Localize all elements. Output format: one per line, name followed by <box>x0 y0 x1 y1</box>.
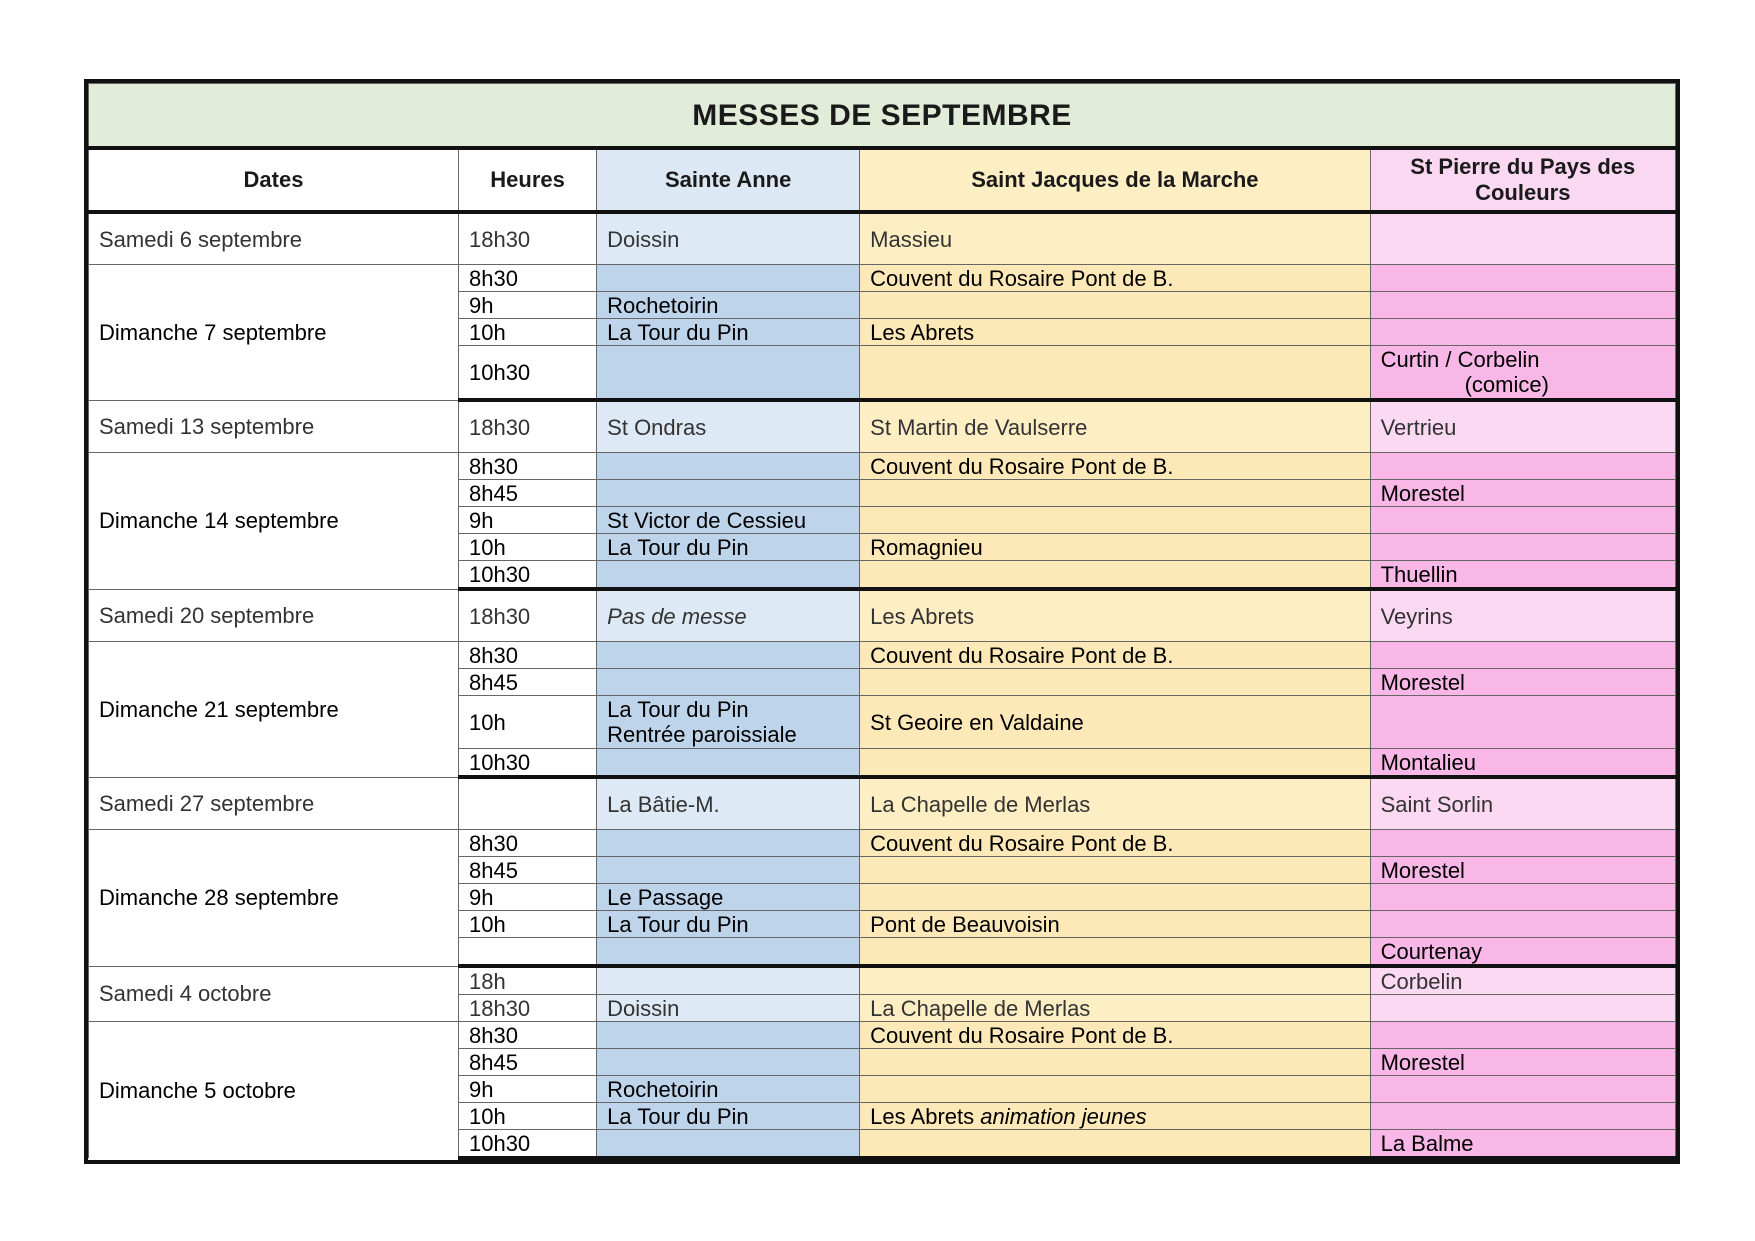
sainte-anne-cell <box>597 696 860 749</box>
sainte-anne-cell <box>597 669 860 696</box>
schedule-row <box>89 212 1676 265</box>
saint-jacques-cell <box>860 749 1370 778</box>
st-pierre-cell <box>1370 453 1675 480</box>
hour-cell: 9h <box>458 884 596 911</box>
sainte-anne-cell <box>597 642 860 669</box>
hour-cell: 10h <box>458 534 596 561</box>
saint-jacques-cell <box>860 1130 1370 1159</box>
saint-jacques-cell <box>860 1076 1370 1103</box>
st-pierre-text: Morestel <box>1380 1049 1465 1075</box>
saint-jacques-text: St Geoire en Valdaine <box>870 709 1084 735</box>
st-pierre-cell <box>1370 938 1675 967</box>
st-pierre-cell <box>1370 346 1675 401</box>
saint-jacques-cell <box>860 1103 1370 1130</box>
hour-cell: 18h30 <box>458 212 596 265</box>
saint-jacques-cell <box>860 1022 1370 1049</box>
saint-jacques-cell <box>860 857 1370 884</box>
sainte-anne-text: St Victor de Cessieu <box>607 507 807 533</box>
saint-jacques-text: Couvent du Rosaire Pont de B. <box>870 265 1174 291</box>
hour-cell: 8h45 <box>458 857 596 884</box>
sainte-anne-cell <box>597 589 860 642</box>
st-pierre-text: Curtin / Corbelin <box>1380 347 1540 372</box>
st-pierre-text: Veyrins <box>1380 603 1453 629</box>
st-pierre-cell <box>1370 995 1675 1022</box>
saint-jacques-text: Couvent du Rosaire Pont de B. <box>870 1022 1174 1048</box>
hour-cell: 8h30 <box>458 1022 596 1049</box>
saint-jacques-cell <box>860 911 1370 938</box>
saint-jacques-cell <box>860 212 1370 265</box>
hour-cell: 18h30 <box>458 400 596 453</box>
saint-jacques-cell <box>860 400 1370 453</box>
st-pierre-cell <box>1370 777 1675 830</box>
schedule-title: MESSES DE SEPTEMBRE <box>89 84 1676 149</box>
saint-jacques-text: La Chapelle de Merlas <box>870 995 1091 1021</box>
st-pierre-cell <box>1370 265 1675 292</box>
date-cell: Dimanche 28 septembre <box>89 830 459 967</box>
mass-schedule-table <box>88 83 1676 1160</box>
st-pierre-cell <box>1370 911 1675 938</box>
hour-cell: 10h <box>458 319 596 346</box>
saint-jacques-cell <box>860 346 1370 401</box>
saint-jacques-cell <box>860 966 1370 995</box>
saint-jacques-cell <box>860 938 1370 967</box>
st-pierre-note: (comice) <box>1464 372 1549 397</box>
hour-cell: 10h30 <box>458 749 596 778</box>
sainte-anne-text: Doissin <box>607 995 680 1021</box>
hour-cell: 18h30 <box>458 995 596 1022</box>
saint-jacques-cell <box>860 696 1370 749</box>
schedule-row <box>89 777 1676 830</box>
st-pierre-cell <box>1370 830 1675 857</box>
st-pierre-text: Corbelin <box>1380 968 1463 994</box>
sainte-anne-cell <box>597 346 860 401</box>
saint-jacques-cell <box>860 292 1370 319</box>
hour-cell: 18h <box>458 966 596 995</box>
schedule-row <box>89 453 1676 480</box>
st-pierre-cell <box>1370 1022 1675 1049</box>
saint-jacques-cell <box>860 642 1370 669</box>
sainte-anne-cell <box>597 480 860 507</box>
sainte-anne-cell <box>597 966 860 995</box>
col-header-dates: Dates <box>89 148 459 212</box>
saint-jacques-text: Massieu <box>870 226 953 252</box>
sainte-anne-text: La Tour du Pin <box>607 319 749 345</box>
saint-jacques-text: Les Abrets <box>870 319 975 345</box>
schedule-body <box>89 212 1676 1158</box>
saint-jacques-text: Les Abrets <box>870 1103 975 1129</box>
hour-cell: 8h45 <box>458 669 596 696</box>
saint-jacques-cell <box>860 480 1370 507</box>
st-pierre-text: Courtenay <box>1380 938 1483 964</box>
st-pierre-cell <box>1370 696 1675 749</box>
st-pierre-cell <box>1370 642 1675 669</box>
sainte-anne-text: La Bâtie-M. <box>607 791 720 817</box>
hour-cell: 9h <box>458 507 596 534</box>
saint-jacques-text: Les Abrets <box>870 603 975 629</box>
schedule-row <box>89 589 1676 642</box>
hour-cell: 9h <box>458 1076 596 1103</box>
st-pierre-cell <box>1370 1049 1675 1076</box>
saint-jacques-text: Couvent du Rosaire Pont de B. <box>870 453 1174 479</box>
sainte-anne-cell <box>597 1076 860 1103</box>
st-pierre-cell <box>1370 507 1675 534</box>
date-cell: Samedi 13 septembre <box>89 400 459 453</box>
date-cell: Samedi 6 septembre <box>89 212 459 265</box>
hour-cell: 10h <box>458 696 596 749</box>
hour-cell: 8h30 <box>458 830 596 857</box>
st-pierre-cell <box>1370 884 1675 911</box>
st-pierre-text: Montalieu <box>1380 749 1476 775</box>
st-pierre-cell <box>1370 749 1675 778</box>
hour-cell: 10h30 <box>458 1130 596 1159</box>
hour-cell: 9h <box>458 292 596 319</box>
schedule-row <box>89 265 1676 292</box>
hour-cell: 10h30 <box>458 346 596 401</box>
mass-schedule-sheet <box>84 79 1680 1164</box>
sainte-anne-text: Doissin <box>607 226 680 252</box>
schedule-row <box>89 642 1676 669</box>
sainte-anne-cell <box>597 453 860 480</box>
hour-cell: 8h30 <box>458 265 596 292</box>
st-pierre-text: Morestel <box>1380 480 1465 506</box>
saint-jacques-cell <box>860 884 1370 911</box>
sainte-anne-cell <box>597 507 860 534</box>
saint-jacques-text: Romagnieu <box>870 534 983 560</box>
schedule-row <box>89 966 1676 995</box>
st-pierre-cell <box>1370 292 1675 319</box>
hour-cell: 10h <box>458 1103 596 1130</box>
date-cell: Samedi 4 octobre <box>89 966 459 1022</box>
hour-cell: 10h <box>458 911 596 938</box>
sainte-anne-text: Pas de messe <box>607 603 747 629</box>
sainte-anne-cell <box>597 830 860 857</box>
hour-cell: 10h30 <box>458 561 596 590</box>
saint-jacques-cell <box>860 669 1370 696</box>
col-header-heures: Heures <box>458 148 596 212</box>
st-pierre-text: Morestel <box>1380 857 1465 883</box>
hour-cell: 8h30 <box>458 453 596 480</box>
st-pierre-cell <box>1370 561 1675 590</box>
hour-cell <box>458 938 596 967</box>
sainte-anne-text: La Tour du Pin <box>607 1103 749 1129</box>
sainte-anne-text: La Tour du Pin <box>607 911 749 937</box>
st-pierre-cell <box>1370 669 1675 696</box>
saint-jacques-text: Couvent du Rosaire Pont de B. <box>870 830 1174 856</box>
hour-cell <box>458 777 596 830</box>
saint-jacques-cell <box>860 561 1370 590</box>
saint-jacques-cell <box>860 830 1370 857</box>
st-pierre-text: Thuellin <box>1380 561 1458 587</box>
sainte-anne-cell <box>597 292 860 319</box>
saint-jacques-cell <box>860 589 1370 642</box>
sainte-anne-text: St Ondras <box>607 414 707 440</box>
saint-jacques-cell <box>860 1049 1370 1076</box>
sainte-anne-cell <box>597 777 860 830</box>
saint-jacques-cell <box>860 507 1370 534</box>
sainte-anne-text: La Tour du Pin <box>607 534 749 560</box>
sainte-anne-text: Rochetoirin <box>607 1076 719 1102</box>
date-cell: Dimanche 7 septembre <box>89 265 459 401</box>
saint-jacques-cell <box>860 319 1370 346</box>
st-pierre-cell <box>1370 1103 1675 1130</box>
sainte-anne-text: Le Passage <box>607 884 724 910</box>
saint-jacques-text: La Chapelle de Merlas <box>870 791 1091 817</box>
saint-jacques-text: Couvent du Rosaire Pont de B. <box>870 642 1174 668</box>
st-pierre-text: Morestel <box>1380 669 1465 695</box>
st-pierre-cell <box>1370 589 1675 642</box>
sainte-anne-cell <box>597 265 860 292</box>
schedule-row <box>89 400 1676 453</box>
saint-jacques-text: St Martin de Vaulserre <box>870 414 1088 440</box>
st-pierre-cell <box>1370 1076 1675 1103</box>
st-pierre-cell <box>1370 480 1675 507</box>
sainte-anne-cell <box>597 1103 860 1130</box>
date-cell: Samedi 27 septembre <box>89 777 459 830</box>
st-pierre-cell <box>1370 966 1675 995</box>
sainte-anne-cell <box>597 1022 860 1049</box>
st-pierre-cell <box>1370 1130 1675 1159</box>
st-pierre-text: La Balme <box>1380 1130 1474 1156</box>
sainte-anne-cell <box>597 561 860 590</box>
sainte-anne-cell <box>597 884 860 911</box>
sainte-anne-note: Rentrée paroissiale <box>607 722 797 747</box>
sainte-anne-cell <box>597 1130 860 1159</box>
st-pierre-cell <box>1370 857 1675 884</box>
sainte-anne-cell <box>597 911 860 938</box>
sainte-anne-cell <box>597 749 860 778</box>
sainte-anne-cell <box>597 938 860 967</box>
sainte-anne-cell <box>597 400 860 453</box>
hour-cell: 18h30 <box>458 589 596 642</box>
sainte-anne-text: La Tour du Pin <box>607 697 749 722</box>
date-cell: Dimanche 5 octobre <box>89 1022 459 1159</box>
st-pierre-text: Saint Sorlin <box>1380 791 1494 817</box>
st-pierre-cell <box>1370 212 1675 265</box>
sainte-anne-cell <box>597 1049 860 1076</box>
sainte-anne-cell <box>597 857 860 884</box>
saint-jacques-cell <box>860 995 1370 1022</box>
sainte-anne-cell <box>597 319 860 346</box>
saint-jacques-note: animation jeunes <box>980 1103 1147 1129</box>
hour-cell: 8h45 <box>458 1049 596 1076</box>
schedule-row <box>89 1022 1676 1049</box>
saint-jacques-text: Pont de Beauvoisin <box>870 911 1060 937</box>
saint-jacques-cell <box>860 534 1370 561</box>
sainte-anne-cell <box>597 212 860 265</box>
st-pierre-cell <box>1370 534 1675 561</box>
sainte-anne-cell <box>597 534 860 561</box>
col-header-st-pierre: St Pierre du Pays des Couleurs <box>1370 148 1675 212</box>
date-cell: Samedi 20 septembre <box>89 589 459 642</box>
st-pierre-cell <box>1370 400 1675 453</box>
date-cell: Dimanche 14 septembre <box>89 453 459 590</box>
saint-jacques-cell <box>860 265 1370 292</box>
hour-cell: 8h45 <box>458 480 596 507</box>
date-cell: Dimanche 21 septembre <box>89 642 459 778</box>
st-pierre-cell <box>1370 319 1675 346</box>
sainte-anne-text: Rochetoirin <box>607 292 719 318</box>
col-header-saint-jacques: Saint Jacques de la Marche <box>860 148 1370 212</box>
saint-jacques-cell <box>860 453 1370 480</box>
hour-cell: 8h30 <box>458 642 596 669</box>
schedule-row <box>89 830 1676 857</box>
col-header-sainte-anne: Sainte Anne <box>597 148 860 212</box>
st-pierre-text: Vertrieu <box>1380 414 1457 440</box>
saint-jacques-cell <box>860 777 1370 830</box>
sainte-anne-cell <box>597 995 860 1022</box>
